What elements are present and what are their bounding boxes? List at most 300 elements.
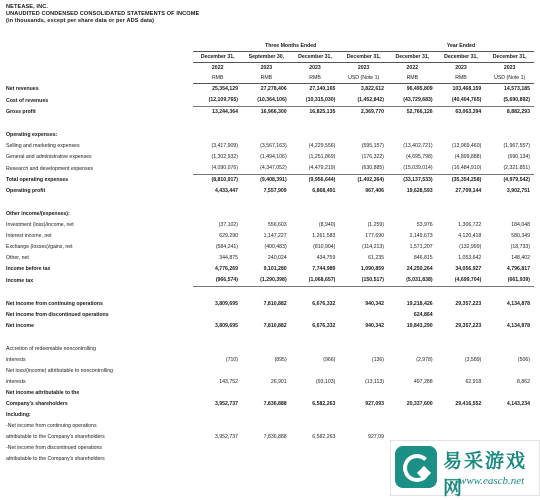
table-row	[6, 175, 534, 187]
value-cell	[388, 130, 437, 141]
value-cell	[485, 130, 534, 141]
value-cell	[242, 454, 291, 465]
value-cell: (5,031,838)	[388, 275, 437, 287]
value-cell: 6,582,263	[312, 401, 336, 407]
value-cell: 1,147,227	[263, 233, 287, 239]
table-row	[6, 152, 534, 163]
value-cell: 7,810,882	[263, 301, 287, 307]
value-cell: (5,690,892)	[485, 95, 534, 107]
table-row	[6, 141, 534, 152]
value-cell: (3,567,163)	[260, 143, 287, 149]
value-cell: 53,976	[416, 222, 433, 228]
value-cell: (43,729,683)	[388, 95, 437, 107]
value-cell: 52,766,126	[406, 109, 433, 115]
value-cell: 240,024	[267, 255, 287, 261]
value-cell	[193, 344, 242, 355]
value-cell: 29,357,223	[455, 323, 482, 329]
row-label: Research and development expenses	[6, 165, 94, 172]
value-cell: (400,483)	[264, 244, 287, 250]
value-cell: (3,417,909)	[211, 143, 239, 149]
row-label: Investment (loss)/income, net	[6, 222, 74, 228]
value-cell: (4,979,542)	[503, 177, 530, 183]
value-cell: 7,744,989	[312, 266, 336, 272]
value-cell: 1,571,207	[409, 244, 433, 250]
table-row	[6, 130, 534, 141]
value-cell: (9,956,644)	[308, 177, 336, 183]
value-cell: (4,899,888)	[454, 154, 482, 160]
value-cell: (176,322)	[361, 154, 384, 160]
col-currency: USD (Note 1)	[339, 73, 388, 84]
value-cell: 434,759	[316, 255, 336, 261]
table-row	[6, 410, 534, 421]
value-cell	[291, 388, 340, 399]
currency-header-row	[6, 73, 534, 84]
col-currency: USD (Note 1)	[485, 73, 534, 84]
row-label: Net income from continuing operations	[6, 301, 103, 307]
value-cell: (1,068,657)	[291, 275, 340, 287]
value-cell: 27,140,165	[309, 86, 336, 92]
value-cell	[485, 209, 534, 220]
table-row	[6, 377, 534, 388]
value-cell: 14,573,185	[504, 86, 530, 92]
value-cell: (966)	[323, 357, 336, 363]
value-cell	[437, 388, 486, 399]
value-cell: (1,302,932)	[211, 154, 239, 160]
col-date: December 31,	[339, 52, 388, 63]
table-row	[6, 209, 534, 220]
value-cell: (630,885)	[339, 163, 388, 175]
value-cell	[291, 421, 340, 432]
value-cell: (710)	[225, 357, 239, 363]
table-row	[6, 186, 534, 197]
value-cell: 940,342	[365, 301, 384, 307]
value-cell	[339, 209, 388, 220]
value-cell: 26,901	[270, 379, 287, 385]
value-cell	[485, 421, 534, 432]
value-cell: (690,134)	[507, 154, 530, 160]
value-cell: 1,053,642	[458, 255, 482, 261]
income-statement-table	[6, 41, 534, 465]
row-label: attributable to the Company's shareholders	[6, 456, 105, 462]
value-cell: (18,733)	[510, 244, 530, 250]
value-cell: (132,999)	[459, 244, 482, 250]
value-cell: 6,676,332	[312, 323, 336, 329]
watermark-url: www.eascb.net	[459, 475, 525, 487]
value-cell: (35,354,258)	[451, 177, 482, 183]
row-label: Including:	[6, 412, 31, 418]
period-group-row	[6, 41, 534, 52]
value-cell: 7,557,909	[263, 188, 287, 194]
row-label: Net income attributable to the	[6, 390, 80, 396]
row-label: Net income from discontinued operations	[6, 312, 109, 318]
statement-header	[6, 4, 536, 25]
value-cell	[242, 421, 291, 432]
value-cell: 927,09	[368, 434, 384, 440]
col-date: December 31,	[485, 52, 534, 63]
col-date: December 31,	[388, 52, 437, 63]
table-row	[6, 321, 534, 332]
value-cell: (40,404,765)	[437, 95, 486, 107]
table-row	[6, 242, 534, 253]
value-cell	[485, 344, 534, 355]
spacer-cell	[6, 118, 534, 130]
value-cell	[339, 310, 388, 321]
value-cell: 580,349	[511, 233, 530, 239]
value-cell	[437, 209, 486, 220]
col-currency: RMB	[291, 73, 340, 84]
row-label: Other, net	[6, 255, 29, 261]
table-row	[6, 163, 534, 175]
table-row	[6, 231, 534, 242]
row-label: Net revenues	[6, 86, 39, 92]
value-cell: (1,402,364)	[357, 177, 384, 183]
value-cell	[193, 366, 242, 377]
value-cell: 8,882,293	[506, 109, 530, 115]
col-year: 2023	[260, 65, 273, 71]
value-cell: 25,354,129	[212, 86, 239, 92]
value-cell: (506)	[517, 357, 530, 363]
col-currency: RMB	[193, 73, 242, 84]
value-cell: 3,822,612	[360, 86, 384, 92]
value-cell: 34,056,927	[455, 266, 482, 272]
row-label: Selling and marketing expenses	[6, 143, 80, 149]
table-row	[6, 355, 534, 366]
value-cell: 497,288	[413, 379, 433, 385]
value-cell: (10,364,106)	[242, 95, 291, 107]
value-cell	[388, 209, 437, 220]
row-label: Net income	[6, 323, 34, 329]
value-cell	[339, 344, 388, 355]
row-label: Operating profit	[6, 188, 46, 194]
value-cell: 1,261,583	[312, 233, 336, 239]
value-cell	[339, 454, 388, 465]
value-cell	[291, 366, 340, 377]
value-cell	[242, 366, 291, 377]
value-cell: 63,063,394	[455, 109, 482, 115]
value-cell: 184,048	[511, 222, 530, 228]
value-cell: (114,213)	[362, 244, 384, 250]
table-row	[6, 107, 534, 119]
value-cell: 4,433,447	[214, 188, 239, 194]
value-cell	[437, 410, 486, 421]
value-cell: 6,868,491	[312, 188, 336, 194]
value-cell: (13,969,460)	[451, 143, 482, 149]
row-label: Operating expenses:	[6, 132, 58, 138]
value-cell: 556,603	[267, 222, 287, 228]
value-cell	[193, 209, 242, 220]
value-cell	[339, 388, 388, 399]
value-cell: (895)	[274, 357, 287, 363]
value-cell: 9,101,280	[263, 266, 287, 272]
value-cell	[242, 344, 291, 355]
value-cell: (1,452,842)	[339, 95, 388, 107]
value-cell	[339, 443, 388, 454]
table-row	[6, 95, 534, 107]
col-currency: RMB	[388, 73, 437, 84]
value-cell: 3,952,737	[214, 401, 239, 407]
value-cell: 967,406	[365, 188, 384, 194]
value-cell	[437, 130, 486, 141]
value-cell	[291, 344, 340, 355]
spacer-cell	[6, 197, 534, 209]
value-cell: 29,357,223	[455, 301, 482, 307]
value-cell: 846,815	[413, 255, 433, 261]
value-cell: 20,337,600	[406, 401, 433, 407]
value-cell: 927,093	[365, 401, 384, 407]
value-cell: 61,235	[368, 255, 384, 261]
value-cell: 3,952,737	[214, 434, 239, 440]
value-cell: (150,517)	[339, 275, 388, 287]
year-header-row	[6, 63, 534, 74]
value-cell: (1,290,398)	[242, 275, 291, 287]
col-currency: RMB	[437, 73, 486, 84]
year-ended-header: Year Ended	[388, 41, 534, 52]
value-cell	[437, 366, 486, 377]
value-cell: (10,315,030)	[291, 95, 340, 107]
value-cell: 148,402	[511, 255, 530, 261]
value-cell: 19,218,426	[406, 301, 433, 307]
value-cell: 4,134,878	[506, 323, 530, 329]
value-cell: (595,157)	[361, 143, 384, 149]
value-cell: 177,690	[365, 233, 384, 239]
row-label: Total operating expenses	[6, 177, 69, 183]
value-cell: (4,090,076)	[193, 163, 242, 175]
value-cell: (136)	[371, 357, 384, 363]
value-cell: 1,306,722	[458, 222, 482, 228]
col-year: 2023	[357, 65, 370, 71]
value-cell	[485, 410, 534, 421]
table-row	[6, 84, 534, 96]
value-cell	[339, 366, 388, 377]
value-cell	[291, 454, 340, 465]
value-cell: 4,143,234	[506, 401, 530, 407]
value-cell	[437, 310, 486, 321]
value-cell: (1,251,869)	[308, 154, 336, 160]
col-year: 2023	[309, 65, 321, 71]
row-label: Income before tax	[6, 266, 51, 272]
value-cell	[193, 388, 242, 399]
value-cell: 2,149,673	[409, 233, 433, 239]
value-cell	[242, 130, 291, 141]
row-label: Other income/(expenses):	[6, 211, 70, 217]
value-cell	[291, 130, 340, 141]
value-cell	[339, 421, 388, 432]
row-label: Accretion of redeemable noncontrolling	[6, 346, 96, 352]
value-cell: (584,241)	[215, 244, 239, 250]
value-cell: (15,039,014)	[388, 163, 437, 175]
value-cell	[193, 454, 242, 465]
spacer-row	[6, 118, 534, 130]
value-cell: 19,628,593	[406, 188, 433, 194]
value-cell: (4,699,704)	[437, 275, 486, 287]
spacer-row	[6, 287, 534, 300]
table-row	[6, 264, 534, 275]
value-cell	[388, 344, 437, 355]
value-cell: 3,902,751	[506, 188, 530, 194]
value-cell: 13,244,364	[212, 109, 239, 115]
value-cell	[339, 410, 388, 421]
col-year: 2023	[455, 65, 467, 71]
value-cell: 19,843,290	[406, 323, 433, 329]
col-date: September 30,	[242, 52, 291, 63]
col-date: December 31,	[291, 52, 340, 63]
table-row	[6, 310, 534, 321]
value-cell	[291, 209, 340, 220]
value-cell	[193, 130, 242, 141]
value-cell	[485, 310, 534, 321]
value-cell: 27,709,144	[455, 188, 482, 194]
value-cell	[193, 443, 242, 454]
row-label: Income tax	[6, 277, 34, 284]
value-cell: 1,090,859	[360, 266, 384, 272]
value-cell: 8,862	[517, 379, 530, 385]
col-year: 2022	[211, 65, 224, 71]
value-cell	[388, 366, 437, 377]
value-cell: 4,776,269	[214, 266, 239, 272]
value-cell	[193, 421, 242, 432]
statement-title: UNAUDITED CONDENSED CONSOLIDATED STATEMENTS OF INCOME	[6, 11, 200, 17]
value-cell	[193, 310, 242, 321]
value-cell: (4,479,219)	[291, 163, 340, 175]
site-watermark	[390, 440, 540, 499]
row-label: General and administrative expenses	[6, 154, 92, 160]
value-cell	[388, 410, 437, 421]
row-label: Net loss/(income) attributable to noncontrolling	[6, 368, 113, 374]
value-cell: (4,695,798)	[406, 154, 433, 160]
value-cell: 4,796,817	[506, 266, 530, 272]
row-label: Interest income, net	[6, 233, 52, 239]
value-cell: (1,967,557)	[503, 143, 530, 149]
value-cell: 96,495,809	[406, 86, 433, 92]
date-header-row	[6, 52, 534, 63]
value-cell: (12,109,765)	[193, 95, 242, 107]
three-months-header: Three Months Ended	[193, 41, 388, 52]
value-cell: 629,290	[219, 233, 239, 239]
row-label: Cost of revenues	[6, 97, 49, 104]
value-cell: 2,369,770	[360, 109, 384, 115]
value-cell: (966,574)	[193, 275, 242, 287]
value-cell	[291, 443, 340, 454]
value-cell	[242, 410, 291, 421]
value-cell: 4,134,878	[506, 301, 530, 307]
value-cell: 7,810,882	[263, 323, 287, 329]
value-cell: (33,137,533)	[403, 177, 433, 183]
value-cell	[485, 366, 534, 377]
row-label: attributable to the Company's shareholders	[6, 434, 105, 440]
value-cell: (13,113)	[365, 379, 384, 385]
value-cell: 3,809,695	[214, 301, 239, 307]
value-cell	[242, 443, 291, 454]
value-cell	[291, 410, 340, 421]
col-year: 2023	[503, 65, 516, 71]
units-note: (in thousands, except per share data or per ADS data)	[6, 18, 155, 24]
value-cell: 62,918	[465, 379, 482, 385]
value-cell: (13,402,721)	[403, 143, 433, 149]
value-cell: (8,810,917)	[211, 177, 239, 183]
spacer-row	[6, 197, 534, 209]
value-cell	[291, 310, 340, 321]
table-row	[6, 388, 534, 399]
value-cell	[242, 388, 291, 399]
table-row	[6, 421, 534, 432]
value-cell: (810,904)	[313, 244, 336, 250]
table-row	[6, 344, 534, 355]
row-label: Exchange (losses)/gains, net	[6, 244, 73, 250]
col-currency: RMB	[242, 73, 291, 84]
value-cell: 16,966,300	[260, 109, 287, 115]
value-cell: (8,940)	[318, 222, 336, 228]
value-cell: 624,864	[413, 312, 433, 318]
table-row	[6, 366, 534, 377]
value-cell: (661,939)	[485, 275, 534, 287]
value-cell: (2,321,851)	[485, 163, 534, 175]
table-row	[6, 275, 534, 287]
value-cell: 7,836,888	[263, 434, 287, 440]
value-cell	[437, 344, 486, 355]
value-cell: (16,484,910)	[437, 163, 486, 175]
col-year: 2022	[406, 65, 419, 71]
value-cell	[242, 209, 291, 220]
value-cell: 143,752	[219, 379, 239, 385]
value-cell: (2,978)	[416, 357, 433, 363]
value-cell: 940,342	[365, 323, 384, 329]
value-cell	[242, 310, 291, 321]
value-cell: 24,250,264	[406, 266, 433, 272]
value-cell	[485, 388, 534, 399]
row-label: interests	[6, 357, 26, 363]
row-label: Company's shareholders	[6, 401, 68, 407]
value-cell: 4,120,418	[458, 233, 482, 239]
value-cell: 16,825,135	[309, 109, 336, 115]
table-row	[6, 220, 534, 231]
watermark-title: 易采游戏网	[443, 450, 528, 499]
value-cell: (3,589)	[464, 357, 482, 363]
value-cell: (4,347,052)	[242, 163, 291, 175]
row-label: -Net income from continuing operations	[6, 423, 97, 429]
table-row	[6, 253, 534, 264]
value-cell	[193, 410, 242, 421]
spacer-cell	[6, 287, 534, 300]
value-cell	[437, 421, 486, 432]
row-label: Gross profit	[6, 109, 36, 115]
statement-body	[6, 84, 534, 466]
value-cell: (1,494,106)	[260, 154, 287, 160]
row-label: interests	[6, 379, 26, 385]
value-cell	[388, 388, 437, 399]
watermark-logo-icon	[395, 446, 437, 488]
value-cell: 103,468,159	[452, 86, 482, 92]
value-cell: 27,278,406	[260, 86, 287, 92]
spacer-row	[6, 332, 534, 344]
value-cell: (93,103)	[316, 379, 336, 385]
company-name: NETEASE, INC.	[6, 4, 49, 10]
spacer-cell	[6, 332, 534, 344]
value-cell: (9,408,391)	[260, 177, 287, 183]
value-cell: (1,259)	[367, 222, 384, 228]
table-row	[6, 299, 534, 310]
col-date: December 31,	[193, 52, 242, 63]
value-cell: 29,416,552	[455, 401, 482, 407]
value-cell: 6,582,263	[312, 434, 336, 440]
value-cell: 344,875	[219, 255, 239, 261]
value-cell	[339, 130, 388, 141]
value-cell: 3,809,695	[214, 323, 239, 329]
value-cell	[388, 421, 437, 432]
value-cell: 7,836,888	[263, 401, 287, 407]
row-label: -Net income from discontinued operations	[6, 445, 103, 451]
value-cell: (37,102)	[218, 222, 239, 228]
value-cell: 6,676,332	[312, 301, 336, 307]
